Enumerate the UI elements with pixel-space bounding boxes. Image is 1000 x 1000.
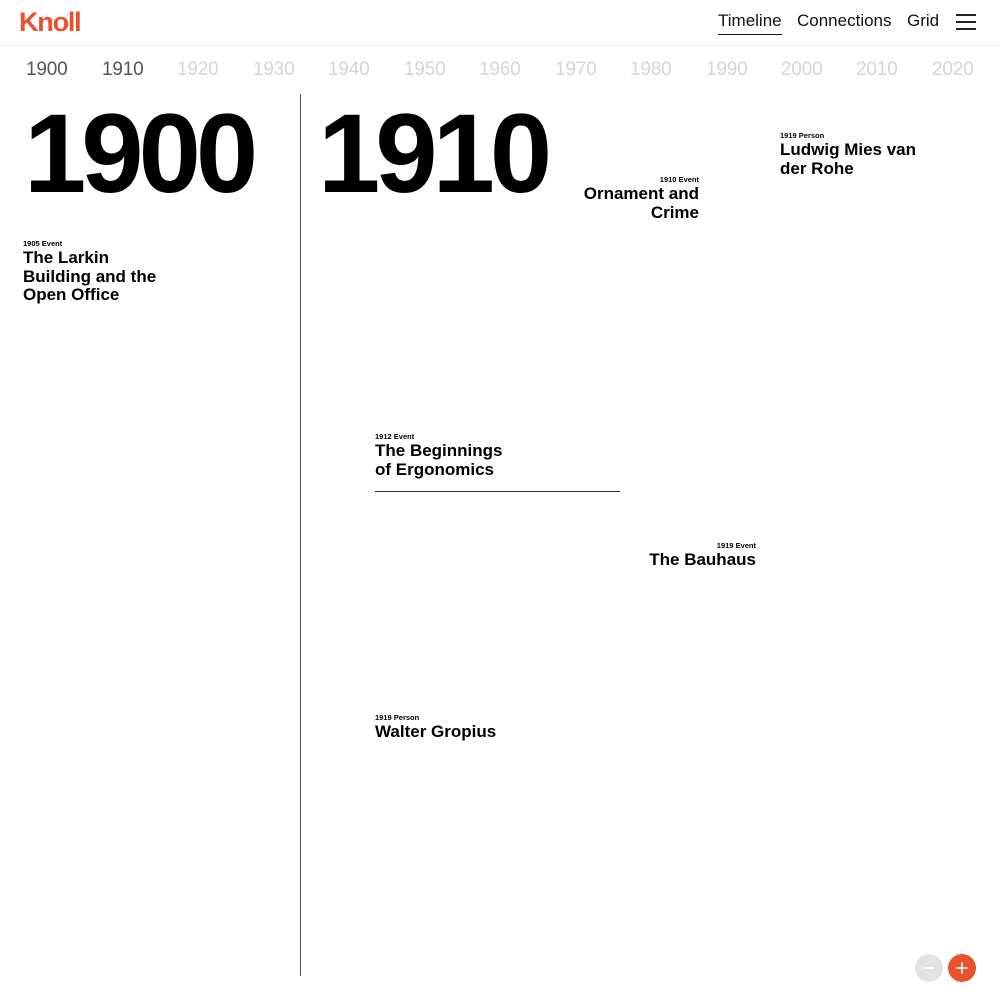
- nav-connections[interactable]: Connections: [797, 11, 892, 30]
- decade-heading-1900: 1900: [24, 91, 254, 216]
- entry-meta: 1919 Person: [375, 713, 420, 722]
- entry-title: Walter Gropius: [375, 722, 497, 741]
- decade-1970[interactable]: 1970: [555, 59, 597, 80]
- nav-timeline[interactable]: Timeline: [718, 11, 782, 35]
- timeline-entry-larkin-building[interactable]: [23, 239, 156, 305]
- entry-meta: 1912 Event: [375, 432, 415, 441]
- decade-1980[interactable]: 1980: [630, 59, 672, 80]
- entry-meta: 1919 Person: [780, 131, 825, 140]
- timeline-entry-walter-gropius[interactable]: [375, 713, 496, 742]
- entry-meta: 1919 Event: [716, 541, 756, 550]
- decade-1990[interactable]: 1990: [706, 59, 748, 80]
- entry-title: The Beginnings of Ergonomics: [375, 441, 503, 479]
- decade-2020[interactable]: 2020: [932, 59, 974, 80]
- decade-2010[interactable]: 2010: [856, 59, 898, 80]
- site-header: [0, 0, 1000, 46]
- decade-1920[interactable]: 1920: [177, 59, 219, 80]
- timeline-entry-mies-van-der-rohe[interactable]: [780, 131, 916, 178]
- decade-1910[interactable]: 1910: [102, 59, 144, 80]
- entry-meta: 1905 Event: [23, 239, 63, 248]
- nav-grid[interactable]: Grid: [907, 11, 940, 30]
- timeline-entry-bauhaus[interactable]: [600, 541, 756, 570]
- zoom-in-button[interactable]: [948, 954, 976, 982]
- knoll-logo[interactable]: Knoll: [19, 7, 81, 37]
- decade-1960[interactable]: 1960: [479, 59, 521, 80]
- entry-title: The Larkin Building and the Open Office: [23, 248, 157, 304]
- decade-2000[interactable]: 2000: [781, 59, 823, 80]
- hamburger-menu-icon[interactable]: [956, 14, 976, 31]
- timeline-entry-beginnings-of-ergonomics[interactable]: [375, 432, 503, 479]
- zoom-out-button[interactable]: [915, 954, 943, 982]
- decade-navigation: [0, 58, 1000, 84]
- decade-1900[interactable]: 1900: [26, 59, 68, 80]
- decade-1950[interactable]: 1950: [404, 59, 446, 80]
- plus-icon: [948, 954, 976, 982]
- decade-1940[interactable]: 1940: [328, 59, 370, 80]
- entry-title: Ludwig Mies van der Rohe: [780, 140, 917, 178]
- decade-heading-1910: 1910: [318, 91, 548, 216]
- minus-icon: [915, 954, 943, 982]
- entry-title: Ornament and Crime: [583, 184, 699, 222]
- entry-meta: 1910 Event: [659, 175, 699, 184]
- timeline-entry-ornament-and-crime[interactable]: [560, 175, 699, 222]
- entry-title: The Bauhaus: [649, 550, 756, 569]
- decade-1930[interactable]: 1930: [253, 59, 295, 80]
- entry-underline: [375, 491, 620, 492]
- decade-divider: [300, 94, 301, 976]
